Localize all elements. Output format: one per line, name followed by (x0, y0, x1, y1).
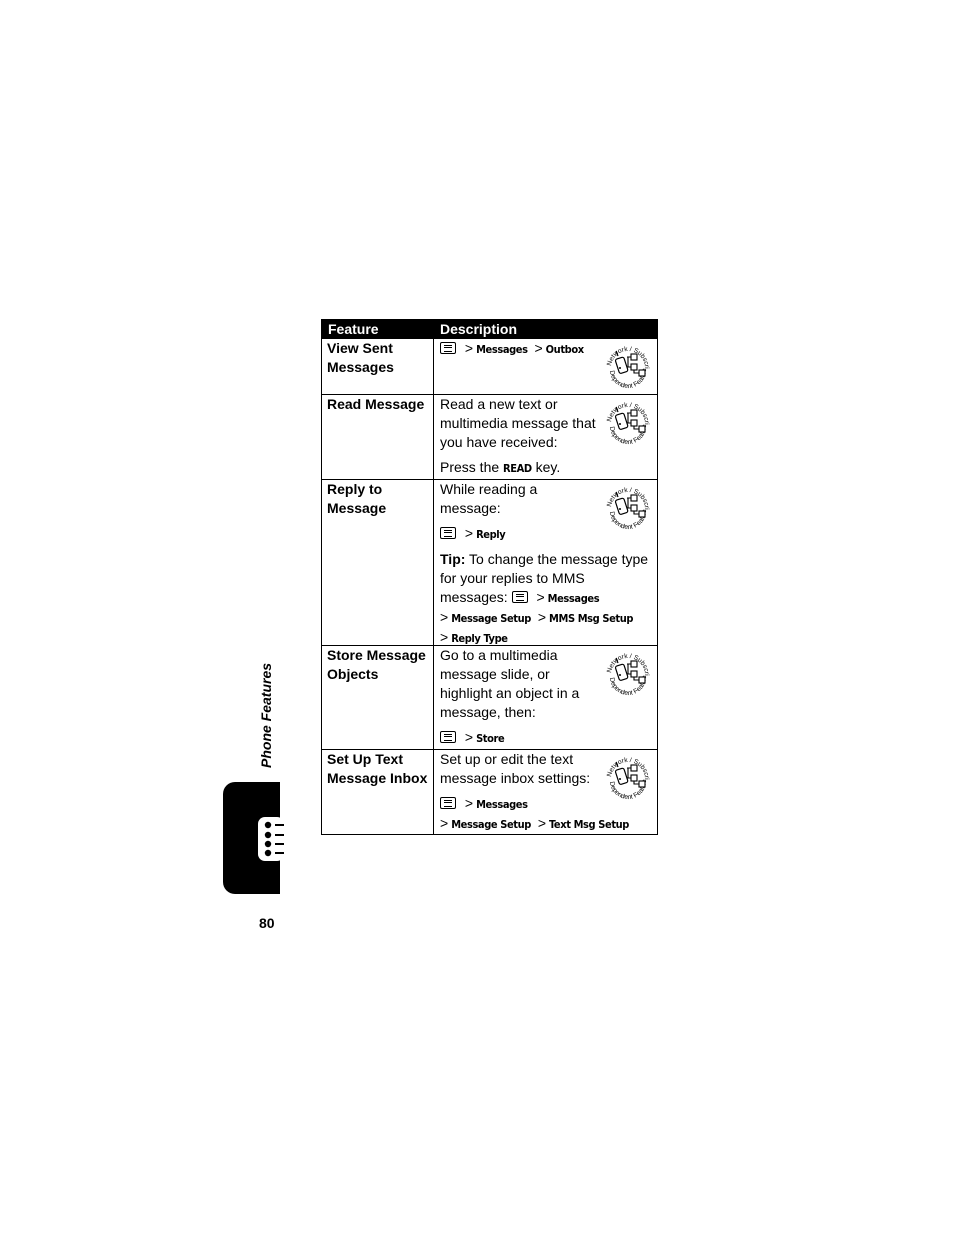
press-instruction: Press the READ key. (440, 459, 561, 475)
table-row (322, 645, 657, 749)
features-list-icon (258, 817, 302, 861)
menu-path: > Messages > Outbox (440, 339, 649, 359)
table-row (322, 479, 657, 645)
feature-name: Read Message (322, 395, 434, 479)
header-description: Description (440, 321, 518, 337)
table-header (322, 319, 657, 339)
description-text: Read a new text or multimedia message that you have received: (440, 396, 596, 450)
description-text: While reading a message: (440, 481, 538, 516)
menu-key-icon (440, 527, 456, 539)
tip-text: Tip: To change the message type for your replies to MMS messages: > Messages > Message Setup > MMS Msg Setup > Reply Type (440, 551, 649, 645)
feature-name: Set Up Text Message Inbox (322, 750, 434, 834)
network-dependent-feature-icon (603, 482, 653, 532)
feature-name: Reply to Message (322, 480, 434, 645)
feature-description (434, 750, 657, 834)
read-key: READ (503, 462, 532, 475)
menu-path: > Messages > Message Setup > Text Msg Setup (440, 795, 629, 831)
menu-path: > Store (440, 728, 649, 748)
menu-key-icon (440, 342, 456, 354)
description-text: Set up or edit the text message inbox settings: (440, 751, 591, 786)
page-number: 80 (259, 915, 275, 931)
network-dependent-feature-icon (603, 752, 653, 802)
feature-description (434, 646, 657, 749)
network-dependent-feature-icon (603, 648, 653, 698)
menu-key-icon (440, 797, 456, 809)
sidebar-section-label: Phone Features (258, 662, 274, 768)
table-row (322, 339, 657, 394)
feature-description (434, 339, 657, 394)
menu-key-icon (512, 591, 528, 603)
description-text: Go to a multimedia message slide, or highlight an object in a message, then: (440, 647, 580, 720)
feature-table (321, 319, 658, 835)
menu-path: > Reply (440, 524, 649, 544)
feature-description (434, 395, 657, 479)
network-dependent-feature-icon (603, 341, 653, 391)
header-feature: Feature (328, 321, 379, 337)
network-dependent-feature-icon (603, 397, 653, 447)
feature-name: Store Message Objects (322, 646, 434, 749)
table-row (322, 749, 657, 834)
feature-description (434, 480, 657, 645)
menu-key-icon (440, 731, 456, 743)
table-row (322, 394, 657, 479)
feature-name: View Sent Messages (322, 339, 434, 394)
